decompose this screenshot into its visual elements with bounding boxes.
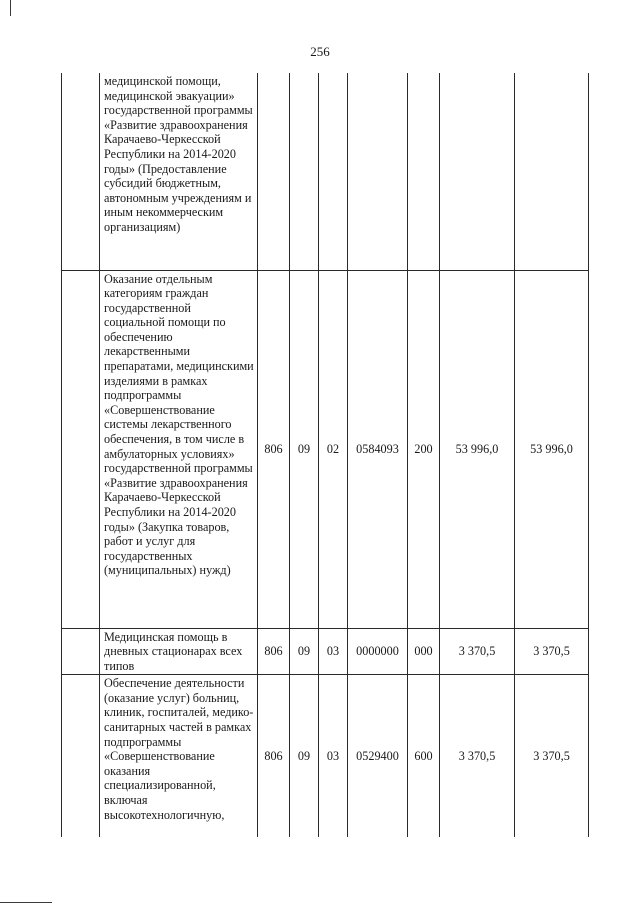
scan-edge-mark xyxy=(0,902,52,903)
row-number-cell xyxy=(62,675,100,837)
table-row xyxy=(62,675,589,837)
section-code-cell: 09 xyxy=(290,675,319,837)
table-row xyxy=(62,628,589,675)
row-number-cell xyxy=(62,628,100,675)
section-code-cell: 09 xyxy=(290,628,319,675)
row-number-cell xyxy=(62,73,100,270)
target-code-cell: 0000000 xyxy=(348,628,408,675)
amount-1-cell: 3 370,5 xyxy=(440,628,515,675)
section-code-cell xyxy=(290,73,319,270)
budget-table xyxy=(61,73,589,837)
expense-type-cell: 000 xyxy=(408,628,440,675)
description-cell: медицинской помощи, медицинской эвакуации» государственной программы «Развитие здравоохранения Карачаево-Черкесской Республики на 2014-2020 годы» (Предоставление субсидий бюджетным, автономным учреждениям и иным некоммерческим организациям) xyxy=(100,73,258,270)
expense-type-cell: 200 xyxy=(408,270,440,628)
section-code-cell: 09 xyxy=(290,270,319,628)
target-code-cell xyxy=(348,73,408,270)
row-number-cell xyxy=(62,270,100,628)
amount-2-cell: 3 370,5 xyxy=(515,628,589,675)
target-code-cell: 0584093 xyxy=(348,270,408,628)
description-cell: Оказание отдельным категориям граждан государственной социальной помощи по обеспечению лекарственными препаратами, медицинскими изделиями в рамках подпрограммы «Совершенствование системы лекарственного обеспечения, в том числе в амбулаторных условиях» государственной программы «Развитие здравоохранения Карачаево-Черкесской Республики на 2014-2020 годы» (Закупка товаров, работ и услуг для государственных (муниципальных) нужд) xyxy=(100,270,258,628)
description-cell: Обеспечение деятельности (оказание услуг) больниц, клиник, госпиталей, медико-санитарных частей в рамках подпрограммы «Совершенствование оказания специализированной, включая высокотехнологичную, xyxy=(100,675,258,837)
subsection-code-cell: 03 xyxy=(319,675,348,837)
scan-edge-mark xyxy=(10,0,11,16)
table-row xyxy=(62,270,589,628)
description-cell: Медицинская помощь в дневных стационарах всех типов xyxy=(100,628,258,675)
subsection-code-cell: 03 xyxy=(319,628,348,675)
table-row xyxy=(62,73,589,270)
ministry-code-cell xyxy=(258,73,290,270)
expense-type-cell: 600 xyxy=(408,675,440,837)
subsection-code-cell: 02 xyxy=(319,270,348,628)
amount-1-cell xyxy=(440,73,515,270)
amount-2-cell xyxy=(515,73,589,270)
ministry-code-cell: 806 xyxy=(258,628,290,675)
ministry-code-cell: 806 xyxy=(258,675,290,837)
subsection-code-cell xyxy=(319,73,348,270)
amount-2-cell: 53 996,0 xyxy=(515,270,589,628)
ministry-code-cell: 806 xyxy=(258,270,290,628)
amount-1-cell: 53 996,0 xyxy=(440,270,515,628)
expense-type-cell xyxy=(408,73,440,270)
page-number: 256 xyxy=(310,44,330,59)
amount-2-cell: 3 370,5 xyxy=(515,675,589,837)
target-code-cell: 0529400 xyxy=(348,675,408,837)
amount-1-cell: 3 370,5 xyxy=(440,675,515,837)
